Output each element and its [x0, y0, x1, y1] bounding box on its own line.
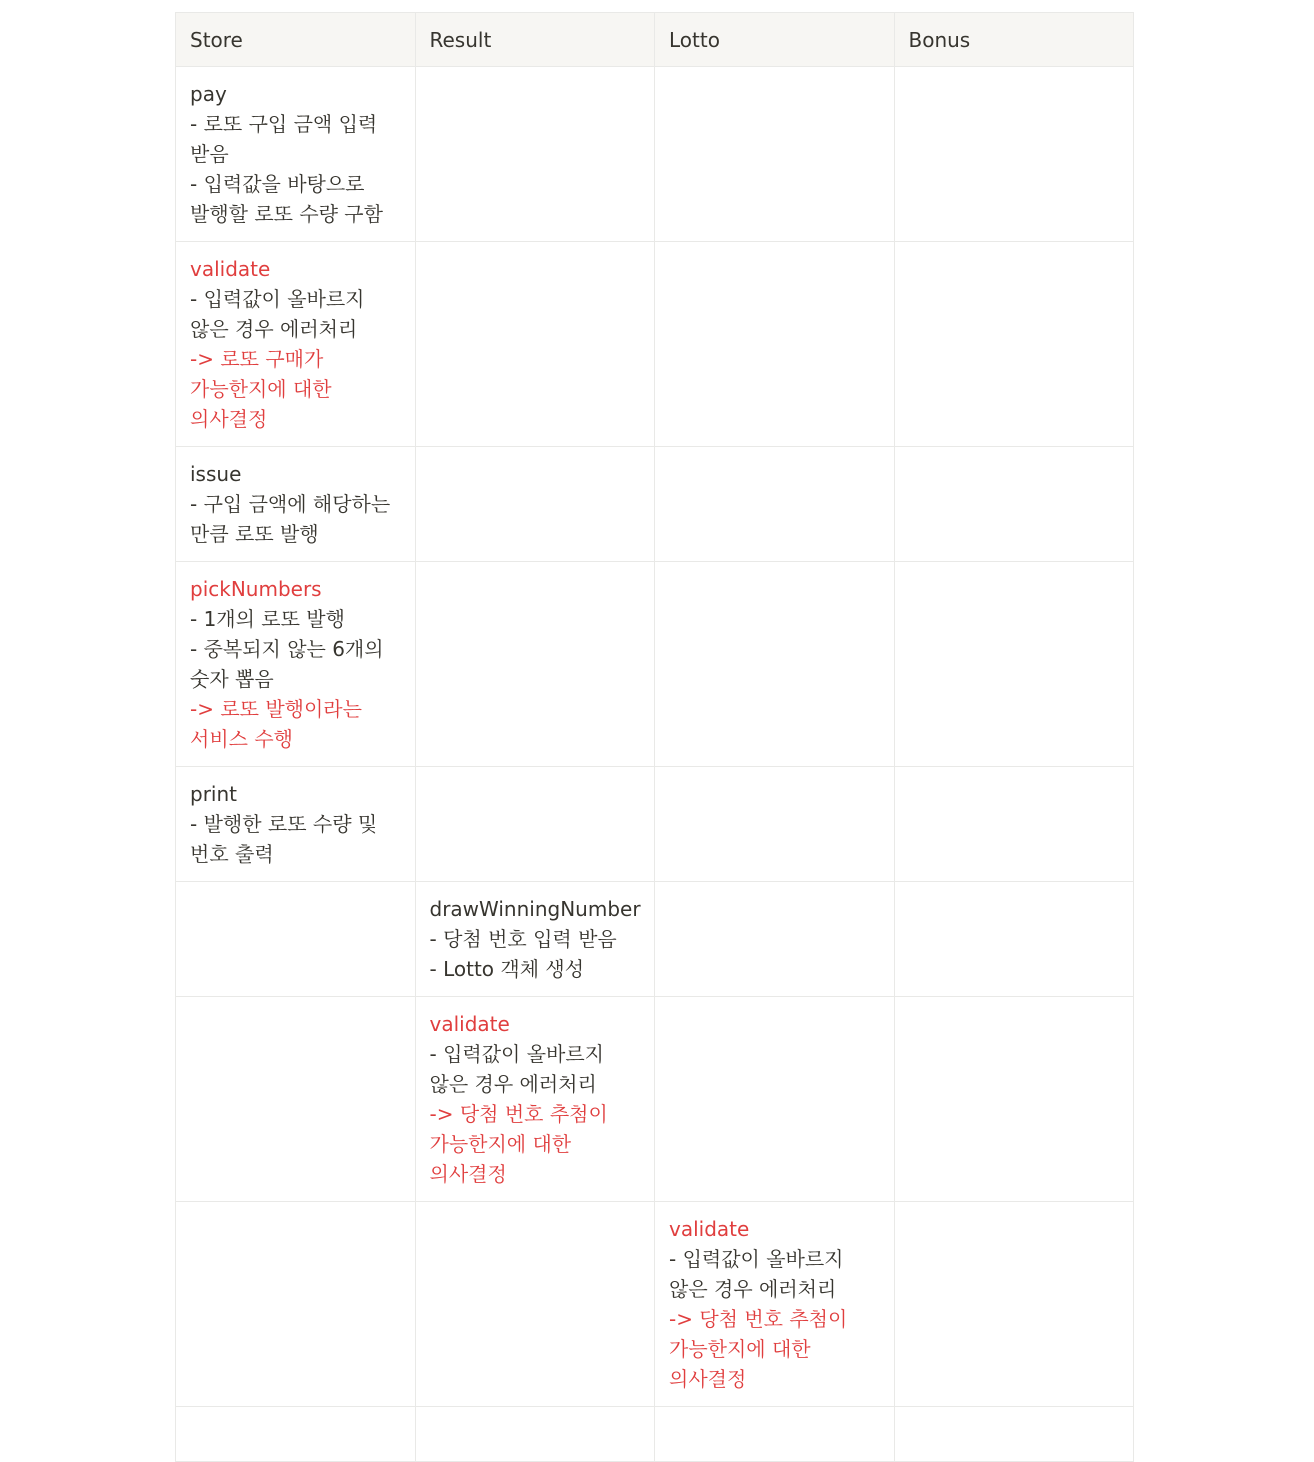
method-description: - 입력값이 올바르지 않은 경우 에러처리	[669, 1247, 844, 1301]
responsibility-table	[175, 12, 1134, 1462]
table-cell-lotto[interactable]	[655, 447, 895, 562]
table-header-row	[176, 13, 1134, 67]
table-cell-bonus[interactable]	[894, 447, 1134, 562]
table-row	[176, 562, 1134, 767]
method-description: - 중복되지 않는 6개의 숫자 뽑음	[190, 637, 384, 691]
table-row	[176, 882, 1134, 997]
table-cell-bonus[interactable]	[894, 242, 1134, 447]
method-description: - 입력값을 바탕으로 발행할 로또 수량 구함	[190, 172, 383, 226]
table-row	[176, 242, 1134, 447]
column-header-store: Store	[176, 13, 416, 67]
table-cell-store[interactable]	[176, 447, 416, 562]
decision-note: -> 로또 발행이라는 서비스 수행	[190, 697, 362, 751]
method-description: - 당첨 번호 입력 받음	[429, 927, 617, 951]
method-name: pay	[190, 82, 227, 106]
table-cell-lotto[interactable]	[655, 1407, 895, 1462]
table-cell-result[interactable]	[415, 882, 655, 997]
table-cell-lotto[interactable]	[655, 882, 895, 997]
table-cell-lotto[interactable]	[655, 997, 895, 1202]
table-cell-bonus[interactable]	[894, 997, 1134, 1202]
table-cell-result[interactable]	[415, 242, 655, 447]
table-row	[176, 767, 1134, 882]
table-cell-bonus[interactable]	[894, 67, 1134, 242]
table-cell-result[interactable]	[415, 767, 655, 882]
decision-note: -> 당첨 번호 추첨이 가능한지에 대한 의사결정	[429, 1102, 608, 1186]
table-row	[176, 67, 1134, 242]
column-header-bonus: Bonus	[894, 13, 1134, 67]
table-cell-store[interactable]	[176, 67, 416, 242]
table-cell-lotto[interactable]	[655, 562, 895, 767]
decision-note: -> 로또 구매가 가능한지에 대한 의사결정	[190, 347, 332, 431]
decision-note: -> 당첨 번호 추첨이 가능한지에 대한 의사결정	[669, 1307, 848, 1391]
table-cell-store[interactable]	[176, 562, 416, 767]
table-cell-store[interactable]	[176, 1407, 416, 1462]
method-name: drawWinningNumber	[429, 897, 641, 921]
table-cell-store[interactable]	[176, 997, 416, 1202]
table-row	[176, 997, 1134, 1202]
method-name: validate	[190, 257, 271, 281]
method-name: validate	[669, 1217, 750, 1241]
table-cell-store[interactable]	[176, 242, 416, 447]
table-cell-lotto[interactable]	[655, 242, 895, 447]
table-cell-lotto[interactable]	[655, 67, 895, 242]
table-cell-store[interactable]	[176, 767, 416, 882]
table-cell-result[interactable]	[415, 997, 655, 1202]
table-cell-lotto[interactable]	[655, 1202, 895, 1407]
table-cell-result[interactable]	[415, 67, 655, 242]
column-header-lotto: Lotto	[655, 13, 895, 67]
table-row	[176, 1202, 1134, 1407]
table-cell-bonus[interactable]	[894, 1407, 1134, 1462]
responsibility-table-container	[175, 12, 1133, 1462]
method-name: validate	[429, 1012, 510, 1036]
table-cell-lotto[interactable]	[655, 767, 895, 882]
method-name: issue	[190, 462, 242, 486]
table-cell-result[interactable]	[415, 447, 655, 562]
table-body	[176, 67, 1134, 1462]
table-cell-bonus[interactable]	[894, 1202, 1134, 1407]
table-cell-result[interactable]	[415, 1202, 655, 1407]
table-cell-bonus[interactable]	[894, 882, 1134, 997]
method-description: - 발행한 로또 수량 및 번호 출력	[190, 812, 378, 866]
method-description: - Lotto 객체 생성	[429, 957, 585, 981]
column-header-result: Result	[415, 13, 655, 67]
method-description: - 1개의 로또 발행	[190, 607, 345, 631]
table-cell-result[interactable]	[415, 1407, 655, 1462]
table-cell-store[interactable]	[176, 1202, 416, 1407]
table-cell-bonus[interactable]	[894, 562, 1134, 767]
table-cell-bonus[interactable]	[894, 767, 1134, 882]
method-description: - 구입 금액에 해당하는 만큼 로또 발행	[190, 492, 391, 546]
table-cell-store[interactable]	[176, 882, 416, 997]
table-row	[176, 447, 1134, 562]
table-row	[176, 1407, 1134, 1462]
method-description: - 입력값이 올바르지 않은 경우 에러처리	[190, 287, 365, 341]
table-cell-result[interactable]	[415, 562, 655, 767]
method-description: - 입력값이 올바르지 않은 경우 에러처리	[429, 1042, 604, 1096]
method-name: print	[190, 782, 237, 806]
method-name: pickNumbers	[190, 577, 322, 601]
method-description: - 로또 구입 금액 입력 받음	[190, 112, 378, 166]
